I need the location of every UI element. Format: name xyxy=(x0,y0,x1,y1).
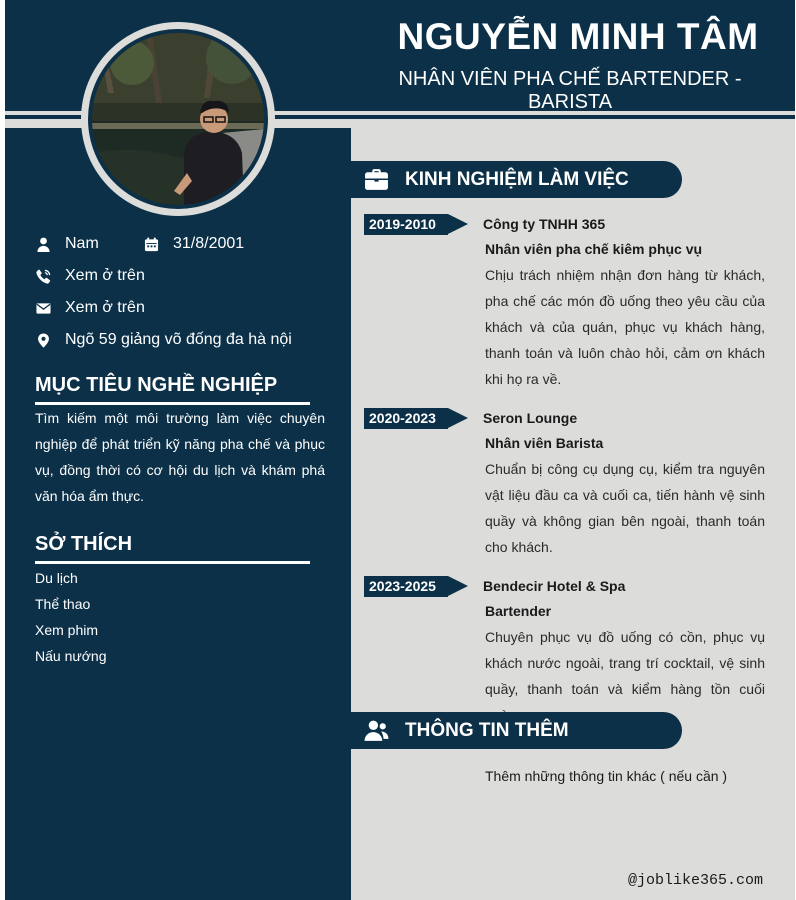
hobbies-rule xyxy=(35,561,310,564)
map-pin-icon xyxy=(35,332,51,348)
cv-page xyxy=(5,0,795,900)
additional-text: Thêm những thông tin khác ( nếu cần ) xyxy=(485,768,728,784)
period-badge xyxy=(364,576,470,597)
briefcase-icon xyxy=(363,167,389,193)
contact-gender xyxy=(35,235,99,253)
job-role: Nhân viên Barista xyxy=(485,435,604,451)
hobby-item: Xem phim xyxy=(35,622,99,638)
email-value: Xem ở trên xyxy=(65,299,145,316)
experience-banner xyxy=(351,161,682,198)
period-badge xyxy=(364,214,470,235)
job-description: Chuẩn bị công cụ dụng cụ, kiểm tra nguyên vật liệu đầu ca và cuối ca, tiến hành vệ sinh quầy và không gian bên ngoài, thanh toán cho khách. xyxy=(485,461,765,555)
hobby-item: Thể thao xyxy=(35,596,91,612)
additional-heading: THÔNG TIN THÊM xyxy=(405,719,569,741)
hobbies-heading: SỞ THÍCH xyxy=(35,533,133,555)
address-value: Ngõ 59 giảng võ đống đa hà nội xyxy=(65,331,292,348)
contact-email xyxy=(35,299,145,317)
watermark: @joblike365.com xyxy=(628,872,764,889)
hobby-item: Du lịch xyxy=(35,570,78,586)
avatar xyxy=(92,33,264,205)
job-role: Bartender xyxy=(485,603,552,619)
gender-value: Nam xyxy=(65,235,99,252)
job-role: Nhân viên pha chế kiêm phục vụ xyxy=(485,241,703,257)
period-text: 2019-2010 xyxy=(369,216,436,232)
company-name: Seron Lounge xyxy=(483,410,578,426)
company-name: Bendecir Hotel & Spa xyxy=(483,578,626,594)
period-text: 2023-2025 xyxy=(369,578,436,594)
users-icon xyxy=(363,718,389,744)
period-text: 2020-2023 xyxy=(369,410,436,426)
phone-icon xyxy=(35,268,51,284)
job-description: Chịu trách nhiệm nhận đơn hàng từ khách, pha chế các món đồ uống theo yêu cầu của khách và của quán, phục vụ khách hàng, thanh toán và luôn chào hỏi, cảm ơn khách khi họ ra về. xyxy=(485,267,765,387)
period-badge xyxy=(364,408,470,429)
job-description: Chuyên phục vụ đồ uống có cồn, phục vụ khách nước ngoài, trang trí cocktail, vệ sinh quầy, thanh toán và kiểm hàng tồn cuối xyxy=(485,629,765,697)
experience-heading: KINH NGHIỆM LÀM VIỆC xyxy=(405,168,629,190)
calendar-icon xyxy=(143,236,159,252)
candidate-job-title: NHÂN VIÊN PHA CHẾ BARTENDER - BARISTA xyxy=(398,68,742,113)
contact-phone xyxy=(35,267,145,285)
objective-heading: MỤC TIÊU NGHỀ NGHIỆP xyxy=(35,374,278,396)
sidebar xyxy=(5,128,351,900)
birthday-value: 31/8/2001 xyxy=(173,235,245,252)
phone-value: Xem ở trên xyxy=(65,267,145,284)
objective-text: Tìm kiếm một môi trường làm việc chuyên nghiệp để phát triển kỹ năng pha chế và phục vụ, đồng thời có cơ hội du lịch và khám phá văn hóa ẩm thực. xyxy=(35,410,325,504)
additional-banner xyxy=(351,712,682,749)
hobby-item: Nấu nướng xyxy=(35,648,107,664)
contact-address xyxy=(35,331,292,349)
candidate-name: NGUYỄN MINH TÂM xyxy=(397,16,759,57)
contact-birthday xyxy=(143,235,244,253)
envelope-icon xyxy=(35,300,51,316)
avatar-photo xyxy=(92,33,264,205)
company-name: Công ty TNHH 365 xyxy=(483,216,606,232)
user-icon xyxy=(35,236,51,252)
